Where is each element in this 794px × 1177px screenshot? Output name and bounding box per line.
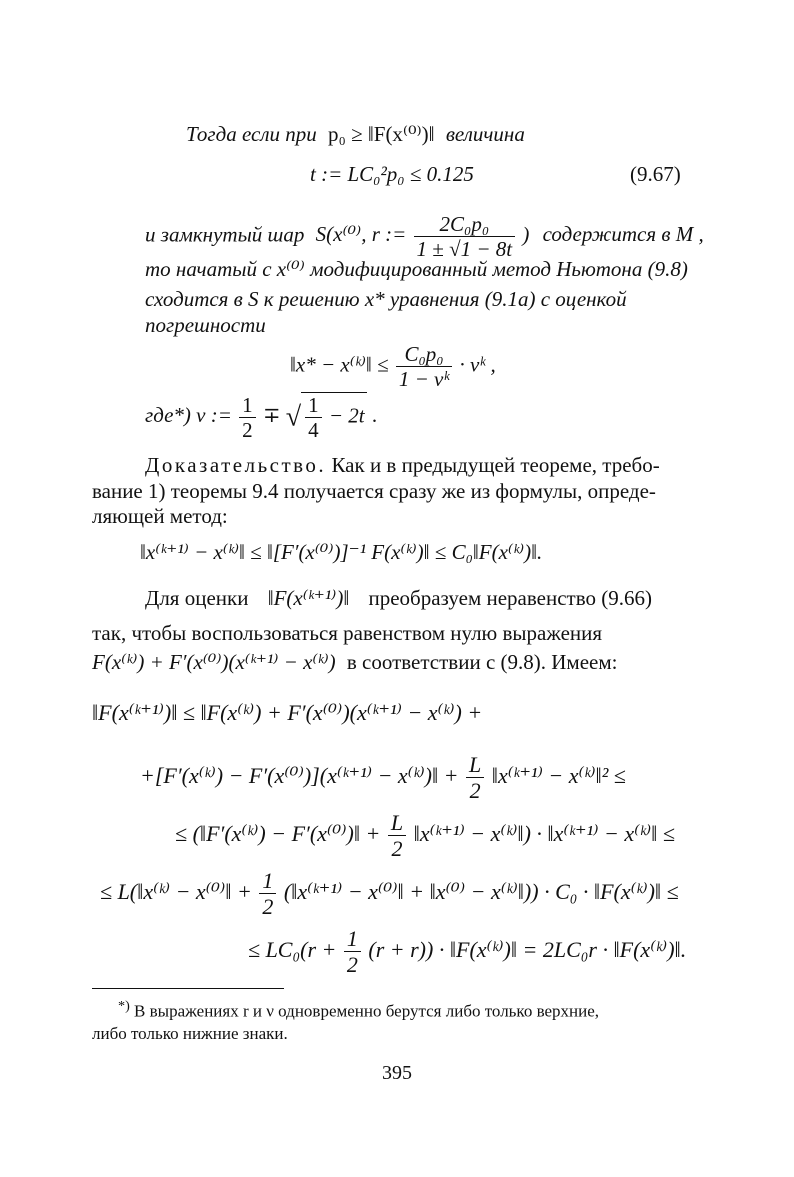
theorem-text: и замкнутый шар — [145, 222, 305, 247]
formula-text: (‖x⁽ᵏ⁺¹⁾ − x⁽⁰⁾‖ + ‖x⁽⁰⁾ − x⁽ᵏ⁾‖)) · C₀ · ‖F(x⁽ᵏ⁾)‖ ≤ — [283, 878, 679, 904]
fraction-denominator: 1 ± √1 − 8t — [416, 237, 513, 262]
footnote-line-2: либо только нижние знаки. — [92, 1024, 288, 1043]
fraction-denominator: 2 — [346, 952, 358, 978]
proof-text: Для оценки — [145, 586, 249, 610]
fraction-denominator: 1 − νᵏ — [398, 367, 450, 392]
proof-text: преобразуем неравенство (9.66) — [368, 586, 652, 610]
fraction-numerator: 2C₀p₀ — [414, 212, 516, 237]
formula-paren: ) — [522, 222, 530, 247]
equation-label-9-67: (9.67) — [630, 162, 681, 186]
formula-text: ‖x⁽ᵏ⁺¹⁾ − x⁽ᵏ⁾‖) · ‖x⁽ᵏ⁺¹⁾ − x⁽ᵏ⁾‖ ≤ — [413, 820, 675, 846]
formula-estimate — [290, 342, 496, 391]
fraction-numerator: 1 — [259, 868, 276, 894]
fraction-quarter — [305, 393, 322, 442]
chain-line-3 — [175, 810, 675, 862]
theorem-converge-line: сходится в S к решению x* уравнения (9.1a) с оценкой — [145, 287, 627, 311]
formula-text: +[F′(x⁽ᵏ⁾) − F′(x⁽⁰⁾)](x⁽ᵏ⁺¹⁾ − x⁽ᵏ⁾)‖ + — [140, 762, 459, 788]
proof-text: Как и в предыдущей теореме, требо- — [331, 453, 660, 477]
fraction-L-half — [388, 810, 406, 862]
fraction-one-half — [344, 926, 361, 978]
theorem-text: Тогда если при — [186, 122, 317, 146]
formula-text: ≤ (‖F′(x⁽ᵏ⁾) − F′(x⁽⁰⁾)‖ + — [175, 820, 381, 846]
theorem-text: величина — [445, 122, 525, 146]
theorem-newton-line: то начатый с x⁽⁰⁾ модифицированный метод Ньютона (9.8) — [145, 257, 688, 281]
formula-text: ≤ LC₀(r + — [248, 936, 337, 962]
fraction-one-half — [259, 868, 276, 920]
fraction-half — [239, 393, 256, 442]
chain-line-5 — [248, 926, 686, 978]
theorem-text: содержится в M , — [542, 222, 704, 247]
formula-text: (r + r)) · ‖F(x⁽ᵏ⁾)‖ = 2LC₀r · ‖F(x⁽ᵏ⁾)‖. — [368, 936, 687, 962]
proof-line-6 — [92, 650, 617, 675]
proof-text: в соответствии с (9.8). Имеем: — [346, 650, 618, 674]
fraction-numerator: L — [388, 810, 406, 836]
proof-title: Доказательство. — [145, 453, 327, 477]
formula-text: · νᵏ , — [459, 352, 496, 377]
formula-text: ‖x* − x⁽ᵏ⁾‖ ≤ — [290, 352, 389, 377]
theorem-line-1 — [186, 122, 525, 147]
chain-line-2 — [140, 752, 626, 804]
footnote-divider — [92, 988, 284, 989]
footnote-text: В выражениях r и ν одновременно берутся либо только верхние, — [134, 1001, 600, 1021]
proof-line-1 — [145, 453, 660, 478]
fraction-denominator: 2 — [469, 778, 481, 804]
proof-line-4 — [145, 586, 652, 611]
chain-line-1: ‖F(x⁽ᵏ⁺¹⁾)‖ ≤ ‖F(x⁽ᵏ⁾) + F′(x⁽⁰⁾)(x⁽ᵏ⁺¹⁾ − x⁽ᵏ⁾) + — [92, 700, 483, 725]
fraction-L-half — [466, 752, 484, 804]
fraction-estimate — [396, 342, 452, 391]
theorem-error-word: погрешности — [145, 313, 266, 337]
formula-ball: S(x⁽⁰⁾, r := — [315, 222, 407, 247]
formula-text: где*) ν := — [145, 402, 232, 427]
sqrt-sign: √ — [285, 401, 302, 433]
fraction-denominator: 4 — [308, 418, 319, 443]
proof-line-5: так, чтобы воспользоваться равенством нулю выражения — [92, 621, 603, 645]
fraction-numerator: 1 — [305, 393, 322, 418]
formula-9-67 — [310, 162, 474, 187]
formula-norm: ‖F(x⁽ᵏ⁺¹⁾)‖ — [267, 586, 350, 610]
fraction-numerator: 1 — [239, 393, 256, 418]
formula-text: . — [371, 402, 378, 427]
footnote-mark: *) — [118, 998, 130, 1014]
formula-nu — [145, 392, 377, 442]
fraction-numerator: 1 — [344, 926, 361, 952]
formula-expression: F(x⁽ᵏ⁾) + F′(x⁽⁰⁾)(x⁽ᵏ⁺¹⁾ − x⁽ᵏ⁾) — [92, 650, 336, 674]
formula-text: ≤ L(‖x⁽ᵏ⁾ − x⁽⁰⁾‖ + — [100, 878, 252, 904]
fraction-denominator: 2 — [262, 894, 274, 920]
fraction-denominator: 2 — [391, 836, 403, 862]
sqrt-body — [301, 392, 367, 442]
fraction-denominator: 2 — [242, 417, 253, 442]
footnote-line-1 — [118, 998, 599, 1022]
proof-line-3: ляющей метод: — [92, 504, 228, 528]
formula-text: ‖x⁽ᵏ⁺¹⁾ − x⁽ᵏ⁾‖² ≤ — [491, 762, 626, 788]
chain-line-4 — [100, 868, 679, 920]
fraction-radius — [414, 212, 516, 261]
theorem-ball-line — [145, 212, 704, 261]
formula-condition: p₀ ≥ ‖F(x⁽⁰⁾)‖ — [328, 122, 435, 146]
formula-method: ‖x⁽ᵏ⁺¹⁾ − x⁽ᵏ⁾‖ ≤ ‖[F′(x⁽⁰⁾)]⁻¹ F(x⁽ᵏ⁾)‖ ≤ C₀‖F(x⁽ᵏ⁾)‖. — [140, 540, 543, 564]
formula-text: − 2t — [328, 403, 365, 428]
proof-line-2: вание 1) теоремы 9.4 получается сразу же из формулы, опреде- — [92, 479, 656, 503]
fraction-numerator: C₀p₀ — [396, 342, 452, 367]
page-number: 395 — [382, 1062, 412, 1084]
formula-text: t := LC₀²p₀ ≤ 0.125 — [310, 162, 474, 186]
formula-sign: ∓ — [262, 402, 281, 427]
fraction-numerator: L — [466, 752, 484, 778]
